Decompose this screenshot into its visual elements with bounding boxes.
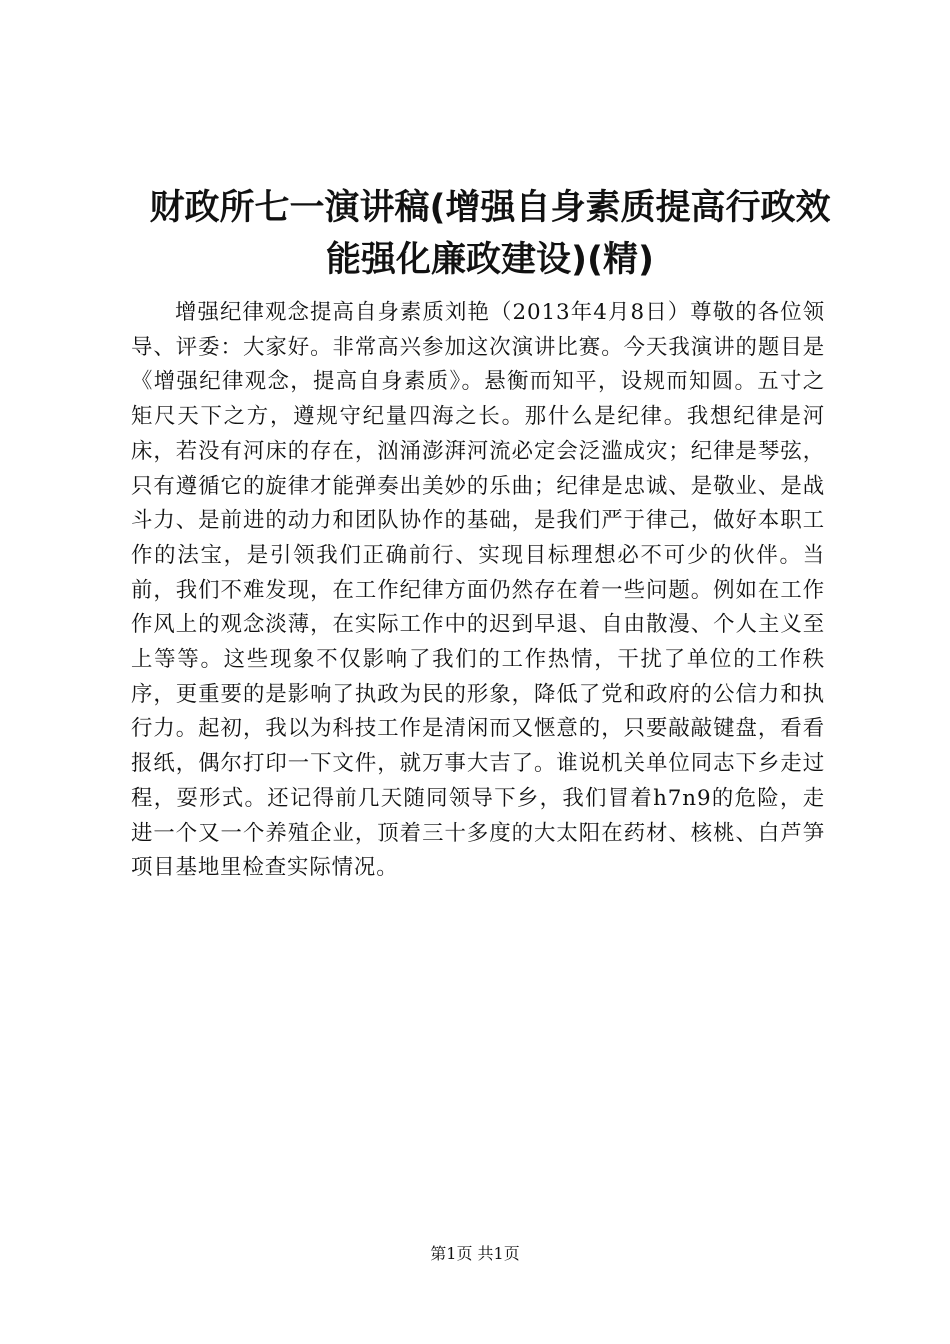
body-paragraph: 增强纪律观念提高自身素质刘艳（2013年4月8日）尊敬的各位领导、评委：大家好。非常高兴参加这次演讲比赛。今天我演讲的题目是《增强纪律观念，提高自身素质》。悬衡而知平，设规而知圆。五寸之矩尺天下之方，遵规守纪量四海之长。那什么是纪律。我想纪律是河床，若没有河床的存在，汹涌澎湃河流必定会泛滥成灾；纪律是琴弦，只有遵循它的旋律才能弹奏出美妙的乐曲；纪律是忠诚、是敬业、是战斗力、是前进的动力和团队协作的基础，是我们严于律己，做好本职工作的法宝，是引领我们正确前行、实现目标理想必不可少的伙伴。当前，我们不难发现，在工作纪律方面仍然存在着一些问题。例如在工作作风上的观念淡薄，在实际工作中的迟到早退、自由散漫、个人主义至上等等。这些现象不仅影响了我们的工作热情，干扰了单位的工作秩序，更重要的是影响了执政为民的形象，降低了党和政府的公信力和执行力。起初，我以为科技工作是清闲而又惬意的，只要敲敲键盘，看看报纸，偶尔打印一下文件，就万事大吉了。谁说机关单位同志下乡走过程，耍形式。还记得前几天随同领导下乡，我们冒着h7n9的危险，走进一个又一个养殖企业，顶着三十多度的大太阳在药材、核桃、白芦笋项目基地里检查实际情况。: [131, 300, 825, 881]
document-title: [110, 182, 870, 286]
title-line-1: 财政所七一演讲稿(增强自身素质提高行政效: [149, 188, 831, 228]
page-footer: 第1页 共1页: [430, 1244, 520, 1263]
title-line-2: 能强化廉政建设)(精): [326, 240, 654, 280]
